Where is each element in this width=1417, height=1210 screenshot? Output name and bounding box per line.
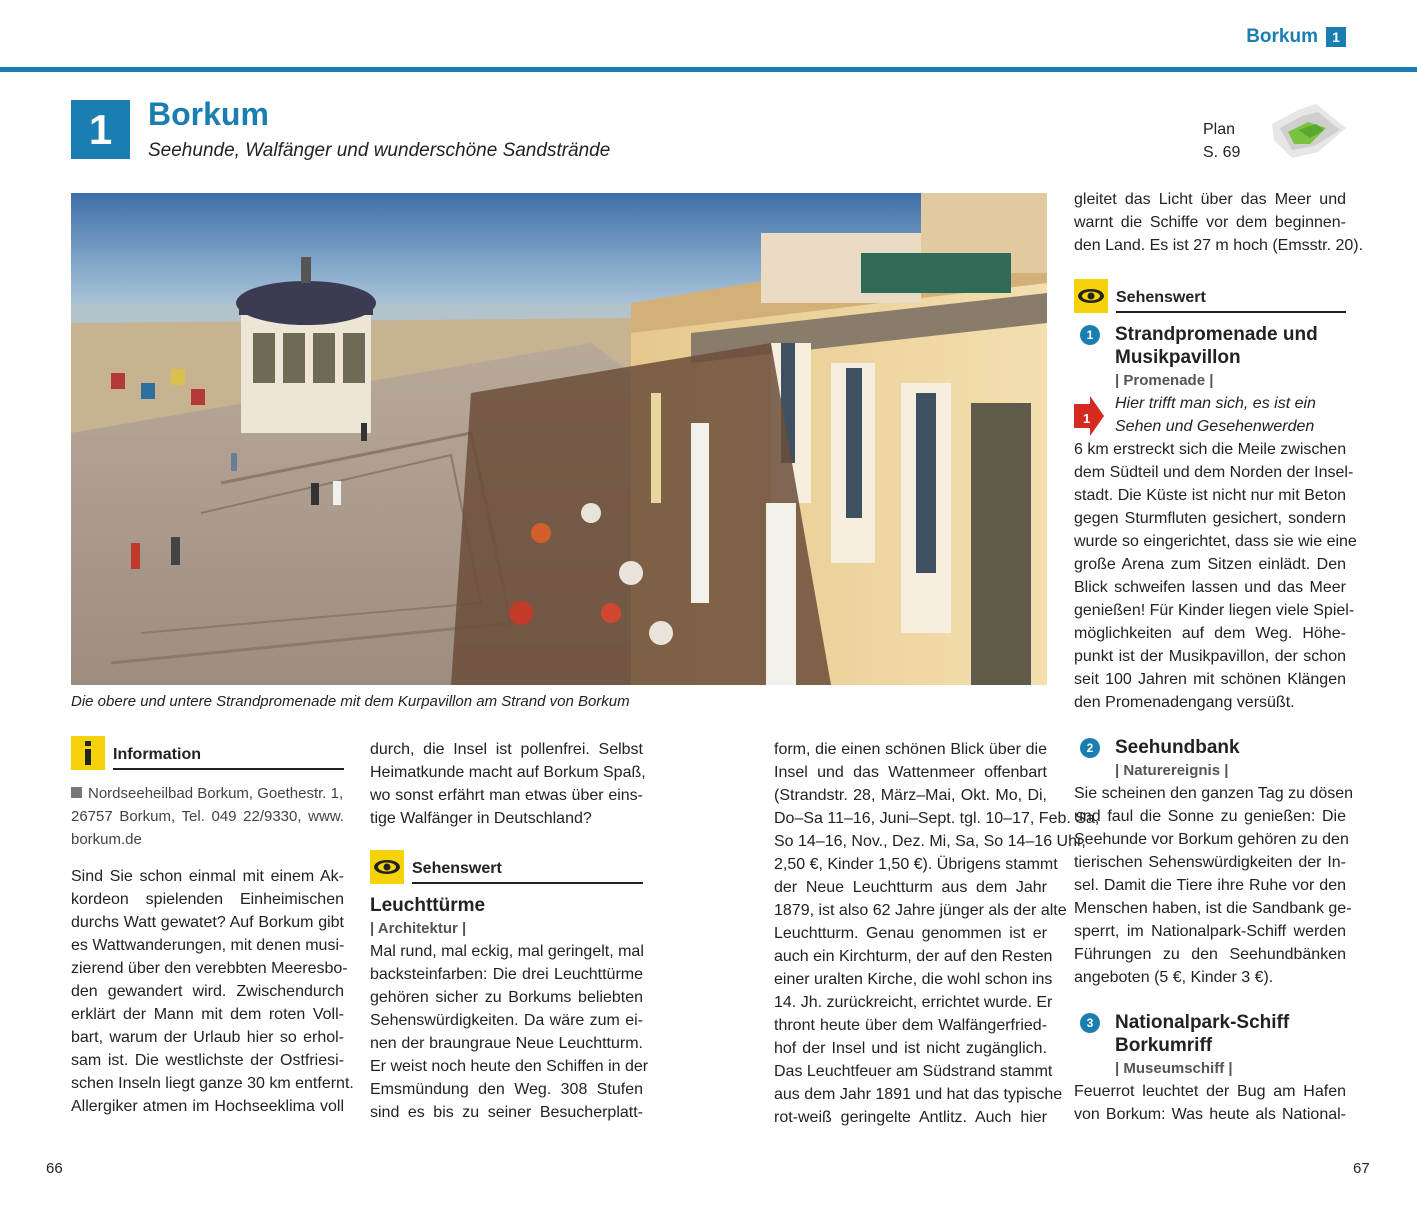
text-line: zierend über den verebbten Meeresbo- <box>71 960 348 977</box>
text-line: gegen Sturmfluten gesichert, sondern <box>1074 510 1346 527</box>
text-line: form, die einen schönen Blick über die <box>774 741 1047 758</box>
text-line: thront heute über dem Walfängerfried- <box>774 1017 1047 1034</box>
plan-reference <box>1203 118 1240 164</box>
text-line: große Arena zum Sitzen einlädt. Den <box>1074 556 1346 573</box>
text-line: sind es bis zu seiner Besucherplatt- <box>370 1104 643 1121</box>
sight-1-title-line: Strandpromenade und <box>1115 324 1318 345</box>
text-line: von Borkum: Was heute als National- <box>1074 1106 1346 1123</box>
text-line: kordeon spielenden Einheimischen <box>71 891 344 908</box>
running-head-title: Borkum <box>1246 26 1318 47</box>
text-line: Sehenswürdigkeiten. Da wäre zum ei- <box>370 1012 643 1029</box>
text-line: stadt. Die Küste ist nicht nur mit Beton <box>1074 487 1346 504</box>
sight-1-tag: | Promenade | <box>1115 372 1214 389</box>
sight-2-title: Seehundbank <box>1115 737 1240 758</box>
text-line: backsteinfarben: Die drei Leuchttürme <box>370 966 643 983</box>
text-line: seit 100 Jahren mit schönen Klängen <box>1074 671 1346 688</box>
information-details <box>71 782 344 851</box>
text-line: Feuerrot leuchtet der Bug am Hafen <box>1074 1083 1346 1100</box>
plan-page: S. 69 <box>1203 144 1241 161</box>
info-line: Nordseeheilbad Borkum, Goethestr. 1, <box>88 785 344 802</box>
text-line: möglichkeiten auf dem Weg. Höhe- <box>1074 625 1346 642</box>
text-line: den Promenadengang versüßt. <box>1074 694 1295 711</box>
text-line: Insel und das Wattenmeer offenbart <box>774 764 1047 781</box>
text-line: Menschen haben, ist die Sandbank ge- <box>1074 900 1352 917</box>
text-line: wo sonst erfährt man etwas über eins- <box>370 787 643 804</box>
text-line: nen der braungraue Neue Leuchtturm. <box>370 1035 643 1052</box>
text-line: schen Inseln liegt ganze 30 km entfernt. <box>71 1075 354 1092</box>
text-line: sel. Damit die Tiere ihre Ruhe vor den <box>1074 877 1346 894</box>
chapter-number: 1 <box>71 100 130 159</box>
plan-label: Plan <box>1203 121 1236 138</box>
text-line: Das Leuchtfeuer am Südstrand stammt <box>774 1063 1053 1080</box>
text-line: erklärt der Mann mit dem roten Voll- <box>71 1006 344 1023</box>
sight-box-heading <box>370 850 643 884</box>
text-line: durch, die Insel ist pollenfrei. Selbst <box>370 741 643 758</box>
bullet-square-icon <box>71 787 82 798</box>
running-head <box>1246 26 1346 48</box>
text-line: Führungen zu den Seehundbänken <box>1074 946 1346 963</box>
text-line: dem Südteil und dem Norden der Insel- <box>1074 464 1354 481</box>
page-number-left: 66 <box>46 1160 63 1177</box>
sight-1-text <box>1074 438 1357 714</box>
text-line: punkt ist der Musikpavillon, der schon <box>1074 648 1346 665</box>
text-line: tige Walfänger in Deutschland? <box>370 810 592 827</box>
text-line: Er weist noch heute den Schiffen in der <box>370 1058 649 1075</box>
information-heading: Information <box>113 743 344 770</box>
text-line: genießen! Für Kinder liegen viele Spiel- <box>1074 602 1355 619</box>
text-line: 1879, ist also 62 Jahre jünger als der alte <box>774 902 1067 919</box>
text-line: rot-weiß geringelte Antlitz. Auch hier <box>774 1109 1047 1126</box>
highlight-line: Sehen und Gesehenwerden <box>1115 418 1315 435</box>
info-line: 26757 Borkum, Tel. 049 22/9330, www. <box>71 808 344 825</box>
text-line: angeboten (5 €, Kinder 3 €). <box>1074 969 1274 986</box>
text-line: einer uralten Kirche, die wohl schon ins <box>774 971 1053 988</box>
promenade-photo <box>71 193 1047 685</box>
intro-text-continued <box>370 738 646 830</box>
lighthouses-title: Leuchttürme <box>370 895 486 916</box>
text-line: Blick schweifen lassen und das Meer <box>1074 579 1346 596</box>
lighthouses-text <box>370 940 649 1124</box>
sight-box-heading <box>1074 279 1346 313</box>
text-line: Emsmündung den Weg. 308 Stufen <box>370 1081 643 1098</box>
sight-1-title-line: Musikpavillon <box>1115 347 1241 368</box>
info-line: borkum.de <box>71 831 142 848</box>
chapter-subtitle: Seehunde, Walfänger und wunderschöne Sandstrände <box>148 140 611 161</box>
information-icon <box>71 736 105 770</box>
text-line: der Neue Leuchtturm aus dem Jahr <box>774 879 1047 896</box>
text-line: hof der Insel und ist nicht zugänglich. <box>774 1040 1047 1057</box>
text-line: es Wattwanderungen, mit denen musi- <box>71 937 345 954</box>
column-4 <box>1074 188 1364 1126</box>
intro-text <box>71 865 354 1118</box>
highlight-number: 1 <box>1083 411 1091 426</box>
eye-icon <box>370 850 404 884</box>
sight-heading: Sehenswert <box>1116 286 1346 313</box>
eye-icon <box>1074 279 1108 313</box>
text-line: Leuchtturm. Genau genommen ist er <box>774 925 1047 942</box>
sight-2-tag: | Naturereignis | <box>1115 762 1229 779</box>
text-line: Sind Sie schon einmal mit einem Ak- <box>71 868 344 885</box>
text-line: den Land. Es ist 27 m hoch (Emsstr. 20). <box>1074 237 1364 254</box>
text-line: wurde so eingerichtet, dass sie wie eine <box>1074 533 1357 550</box>
column-2 <box>370 738 649 1124</box>
text-line: und faul die Sonne zu genießen: Die <box>1074 808 1346 825</box>
sight-3 <box>1074 1011 1346 1080</box>
sight-2 <box>1074 736 1346 782</box>
text-line: Allergiker atmen im Hochseeklima voll <box>71 1098 344 1115</box>
text-line: So 14–16, Nov., Dez. Mi, Sa, So 14–16 Uhr, <box>774 833 1086 850</box>
text-line: Seehunde vor Borkum gehören zu den <box>1074 831 1349 848</box>
text-line: auch ein Kirchturm, der auf den Resten <box>774 948 1053 965</box>
chapter-title: Borkum <box>148 96 269 132</box>
lighthouse-text-continued <box>1074 188 1364 257</box>
page-number-right: 67 <box>1353 1160 1370 1177</box>
header-rule <box>0 67 1417 72</box>
sight-3-title-line: Nationalpark-Schiff <box>1115 1012 1290 1033</box>
sight-1 <box>1074 323 1346 438</box>
text-line: den gewandert wird. Zwischendurch <box>71 983 344 1000</box>
text-line: durchs Watt gewatet? Auf Borkum gibt <box>71 914 344 931</box>
highlight-note <box>1083 392 1346 438</box>
sight-3-tag: | Museumschiff | <box>1115 1060 1233 1077</box>
map-icon <box>1268 100 1348 160</box>
text-line: (Strandstr. 28, März–Mai, Okt. Mo, Di, <box>774 787 1047 804</box>
text-line: 14. Jh. zurückreicht, errichtet wurde. Er <box>774 994 1053 1011</box>
column-1 <box>71 736 354 1118</box>
lighthouses-tag: | Architektur | <box>370 920 467 937</box>
sight-number-badge: 3 <box>1080 1013 1100 1033</box>
sight-3-text <box>1074 1080 1346 1126</box>
text-line: sam ist. Die westlichste der Ostfriesi- <box>71 1052 344 1069</box>
sight-heading: Sehenswert <box>412 857 643 884</box>
sight-3-title-line: Borkumriff <box>1115 1035 1213 1056</box>
information-box-heading <box>71 736 344 770</box>
text-line: warnt die Schiffe vor dem beginnen- <box>1074 214 1346 231</box>
highlight-line: Hier trifft man sich, es ist ein <box>1115 395 1316 412</box>
running-head-number: 1 <box>1326 27 1346 47</box>
text-line: gleitet das Licht über das Meer und <box>1074 191 1346 208</box>
column-3 <box>774 738 1100 1129</box>
text-line: Heimatkunde macht auf Borkum Spaß, <box>370 764 646 781</box>
sight-number-badge: 1 <box>1080 325 1100 345</box>
sight-2-text <box>1074 782 1354 989</box>
text-line: tierischen Sehenswürdigkeiten der In- <box>1074 854 1346 871</box>
text-line: 6 km erstreckt sich die Meile zwischen <box>1074 441 1347 458</box>
text-line: aus dem Jahr 1891 und hat das typische <box>774 1086 1063 1103</box>
photo-caption: Die obere und untere Strandpromenade mit dem Kurpavillon am Strand von Borkum <box>71 693 630 710</box>
text-line: Do–Sa 11–16, Juni–Sept. tgl. 10–17, Feb. Sa, <box>774 810 1100 827</box>
text-line: 2,50 €, Kinder 1,50 €). Übrigens stammt <box>774 856 1058 873</box>
sight-number-badge: 2 <box>1080 738 1100 758</box>
text-line: Sie scheinen den ganzen Tag zu dösen <box>1074 785 1354 802</box>
text-line: Mal rund, mal eckig, mal geringelt, mal <box>370 943 644 960</box>
text-line: bart, warum der Urlaub hier so erhol- <box>71 1029 344 1046</box>
text-line: gehören sicher zu Borkums beliebten <box>370 989 643 1006</box>
text-line: sperrt, im Nationalpark-Schiff werden <box>1074 923 1346 940</box>
